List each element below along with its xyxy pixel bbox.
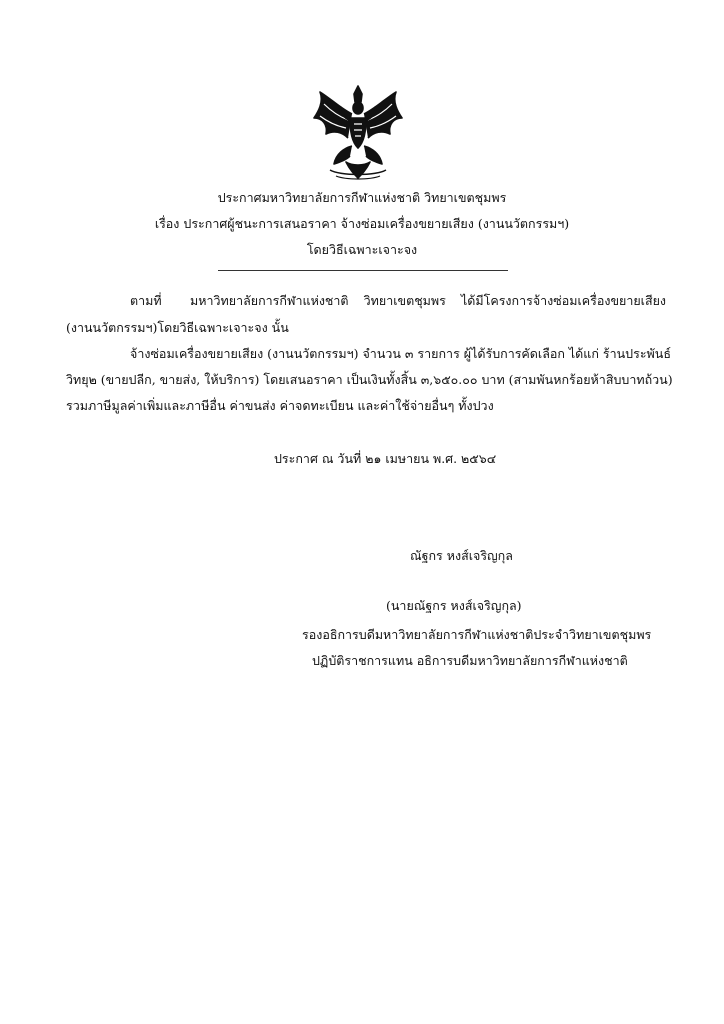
garuda-emblem-icon [310,84,406,182]
signature-name: ณัฐกร หงส์เจริญกุล [410,548,513,563]
signatory-position-1: รองอธิการบดีมหาวิทยาลัยการกีฬาแห่งชาติประจำวิทยาเขตชุมพร [302,627,652,642]
paragraph-2-line-3: รวมภาษีมูลค่าเพิ่มและภาษีอื่น ค่าขนส่ง ค่าจดทะเบียน และค่าใช้จ่ายอื่นๆ ทั้งปวง [66,398,494,413]
paragraph-1-label: ตามที่ [130,293,162,308]
paragraph-2-line-1: จ้างซ่อมเครื่องขยายเสียง (งานนวัตกรรมฯ) จำนวน ๓ รายการ ผู้ได้รับการคัดเลือก ได้แก่ ร้านประพันธ์ [130,346,671,361]
procurement-method: โดยวิธีเฉพาะเจาะจง [306,242,418,257]
announcement-title: ประกาศมหาวิทยาลัยการกีฬาแห่งชาติ วิทยาเขตชุมพร [217,190,507,205]
header-divider [218,270,508,271]
paragraph-2-line-2: วิทยุ๒ (ขายปลีก, ขายส่ง, ให้บริการ) โดยเสนอราคา เป็นเงินทั้งสิ้น ๓,๖๕๐.๐๐ บาท (สามพันหกร้อยห้าสิบบาทถ้วน) [66,372,673,387]
signatory-position-2: ปฏิบัติราชการแทน อธิการบดีมหาวิทยาลัยการกีฬาแห่งชาติ [312,653,628,668]
paragraph-1-text: มหาวิทยาลัยการกีฬาแห่งชาติ วิทยาเขตชุมพร ได้มีโครงการจ้างซ่อมเครื่องขยายเสียง [190,293,666,308]
announcement-date: ประกาศ ณ วันที่ ๒๑ เมษายน พ.ศ. ๒๕๖๔ [274,451,497,466]
announcement-subject: เรื่อง ประกาศผู้ชนะการเสนอราคา จ้างซ่อมเครื่องขยายเสียง (งานนวัตกรรมฯ) [154,216,570,231]
paragraph-1-line-1 [130,293,666,309]
paragraph-1-line-2: (งานนวัตกรรมฯ)โดยวิธีเฉพาะเจาะจง นั้น [66,320,289,335]
signatory-full-name: (นายณัฐกร หงส์เจริญกุล) [386,598,522,613]
